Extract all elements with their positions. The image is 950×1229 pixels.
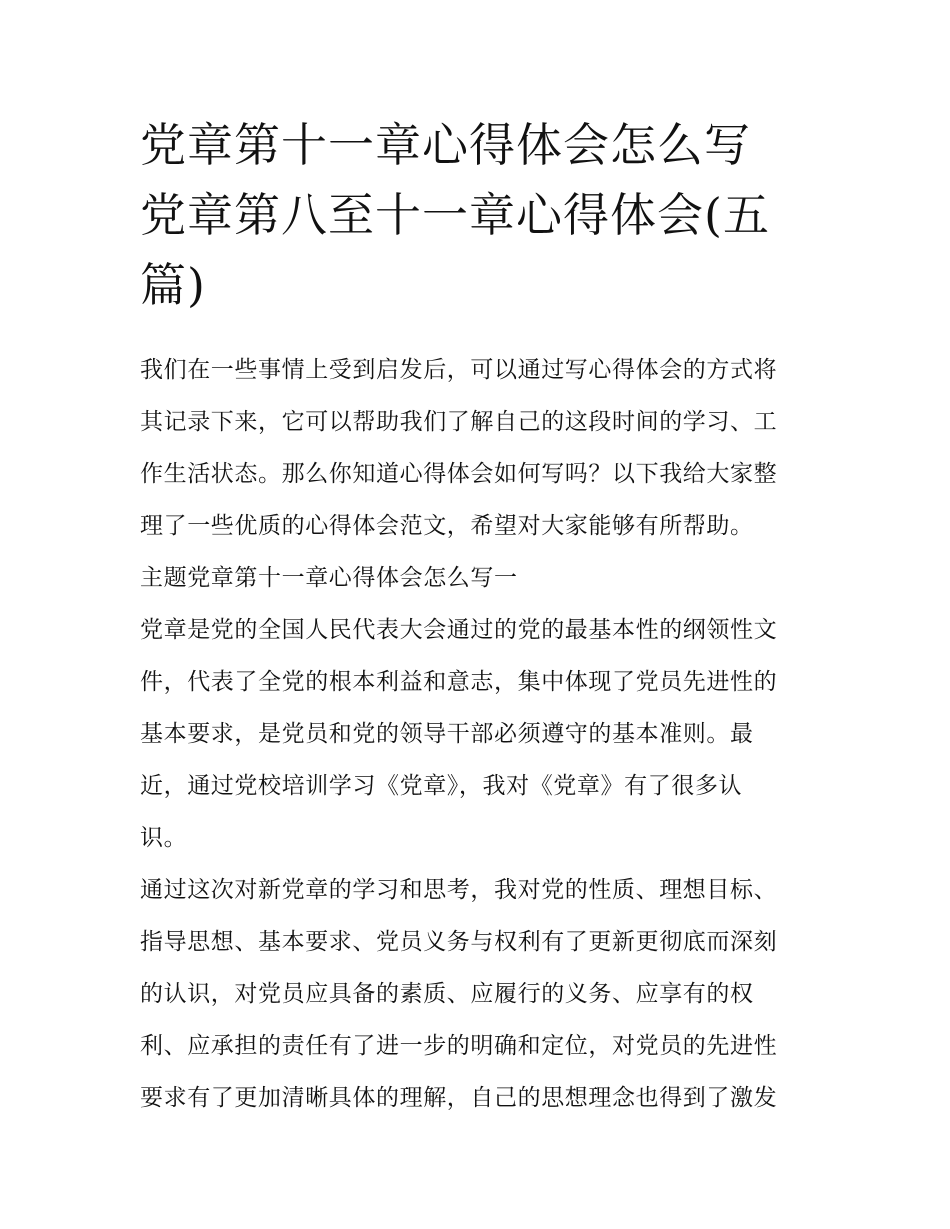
text-line: 基本要求，是党员和党的领导干部必须遵守的基本准则。最 [140,721,754,747]
text-line: 要求有了更加清晰具体的理解，自己的思想理念也得到了激发 [140,1085,778,1111]
section-heading [140,552,820,604]
title-line: 党章第十一章心得体会怎么写 [140,118,751,172]
text-line: 其记录下来，它可以帮助我们了解自己的这段时间的学习、工 [140,409,778,435]
text-line: 的认识，对党员应具备的素质、应履行的义务、应享有的权 [140,981,754,1007]
text-line: 识。 [140,825,188,851]
body-paragraph-1 [140,604,820,864]
body-paragraph-2 [140,864,820,1124]
text-line: 党章是党的全国人民代表大会通过的党的最基本性的纲领性文 [140,617,778,643]
text-line: 指导思想、基本要求、党员义务与权利有了更新更彻底而深刻 [140,929,778,955]
text-line: 近，通过党校培训学习《党章》，我对《党章》有了很多认 [140,773,743,799]
title-line: 党章第八至十一章心得体会(五 [140,188,770,242]
document-title [140,110,820,320]
text-line: 我们在一些事情上受到启发后，可以通过写心得体会的方式将 [140,357,778,383]
text-line: 主题党章第十一章心得体会怎么写一 [140,565,518,591]
text-line: 件，代表了全党的根本利益和意志，集中体现了党员先进性的 [140,669,778,695]
title-line: 篇) [140,258,206,312]
text-line: 通过这次对新党章的学习和思考，我对党的性质、理想目标、 [140,877,778,903]
text-line: 理了一些优质的心得体会范文，希望对大家能够有所帮助。 [140,513,754,539]
text-line: 作生活状态。那么你知道心得体会如何写吗？以下我给大家整 [140,461,778,487]
text-line: 利、应承担的责任有了进一步的明确和定位，对党员的先进性 [140,1033,778,1059]
intro-paragraph [140,344,820,552]
